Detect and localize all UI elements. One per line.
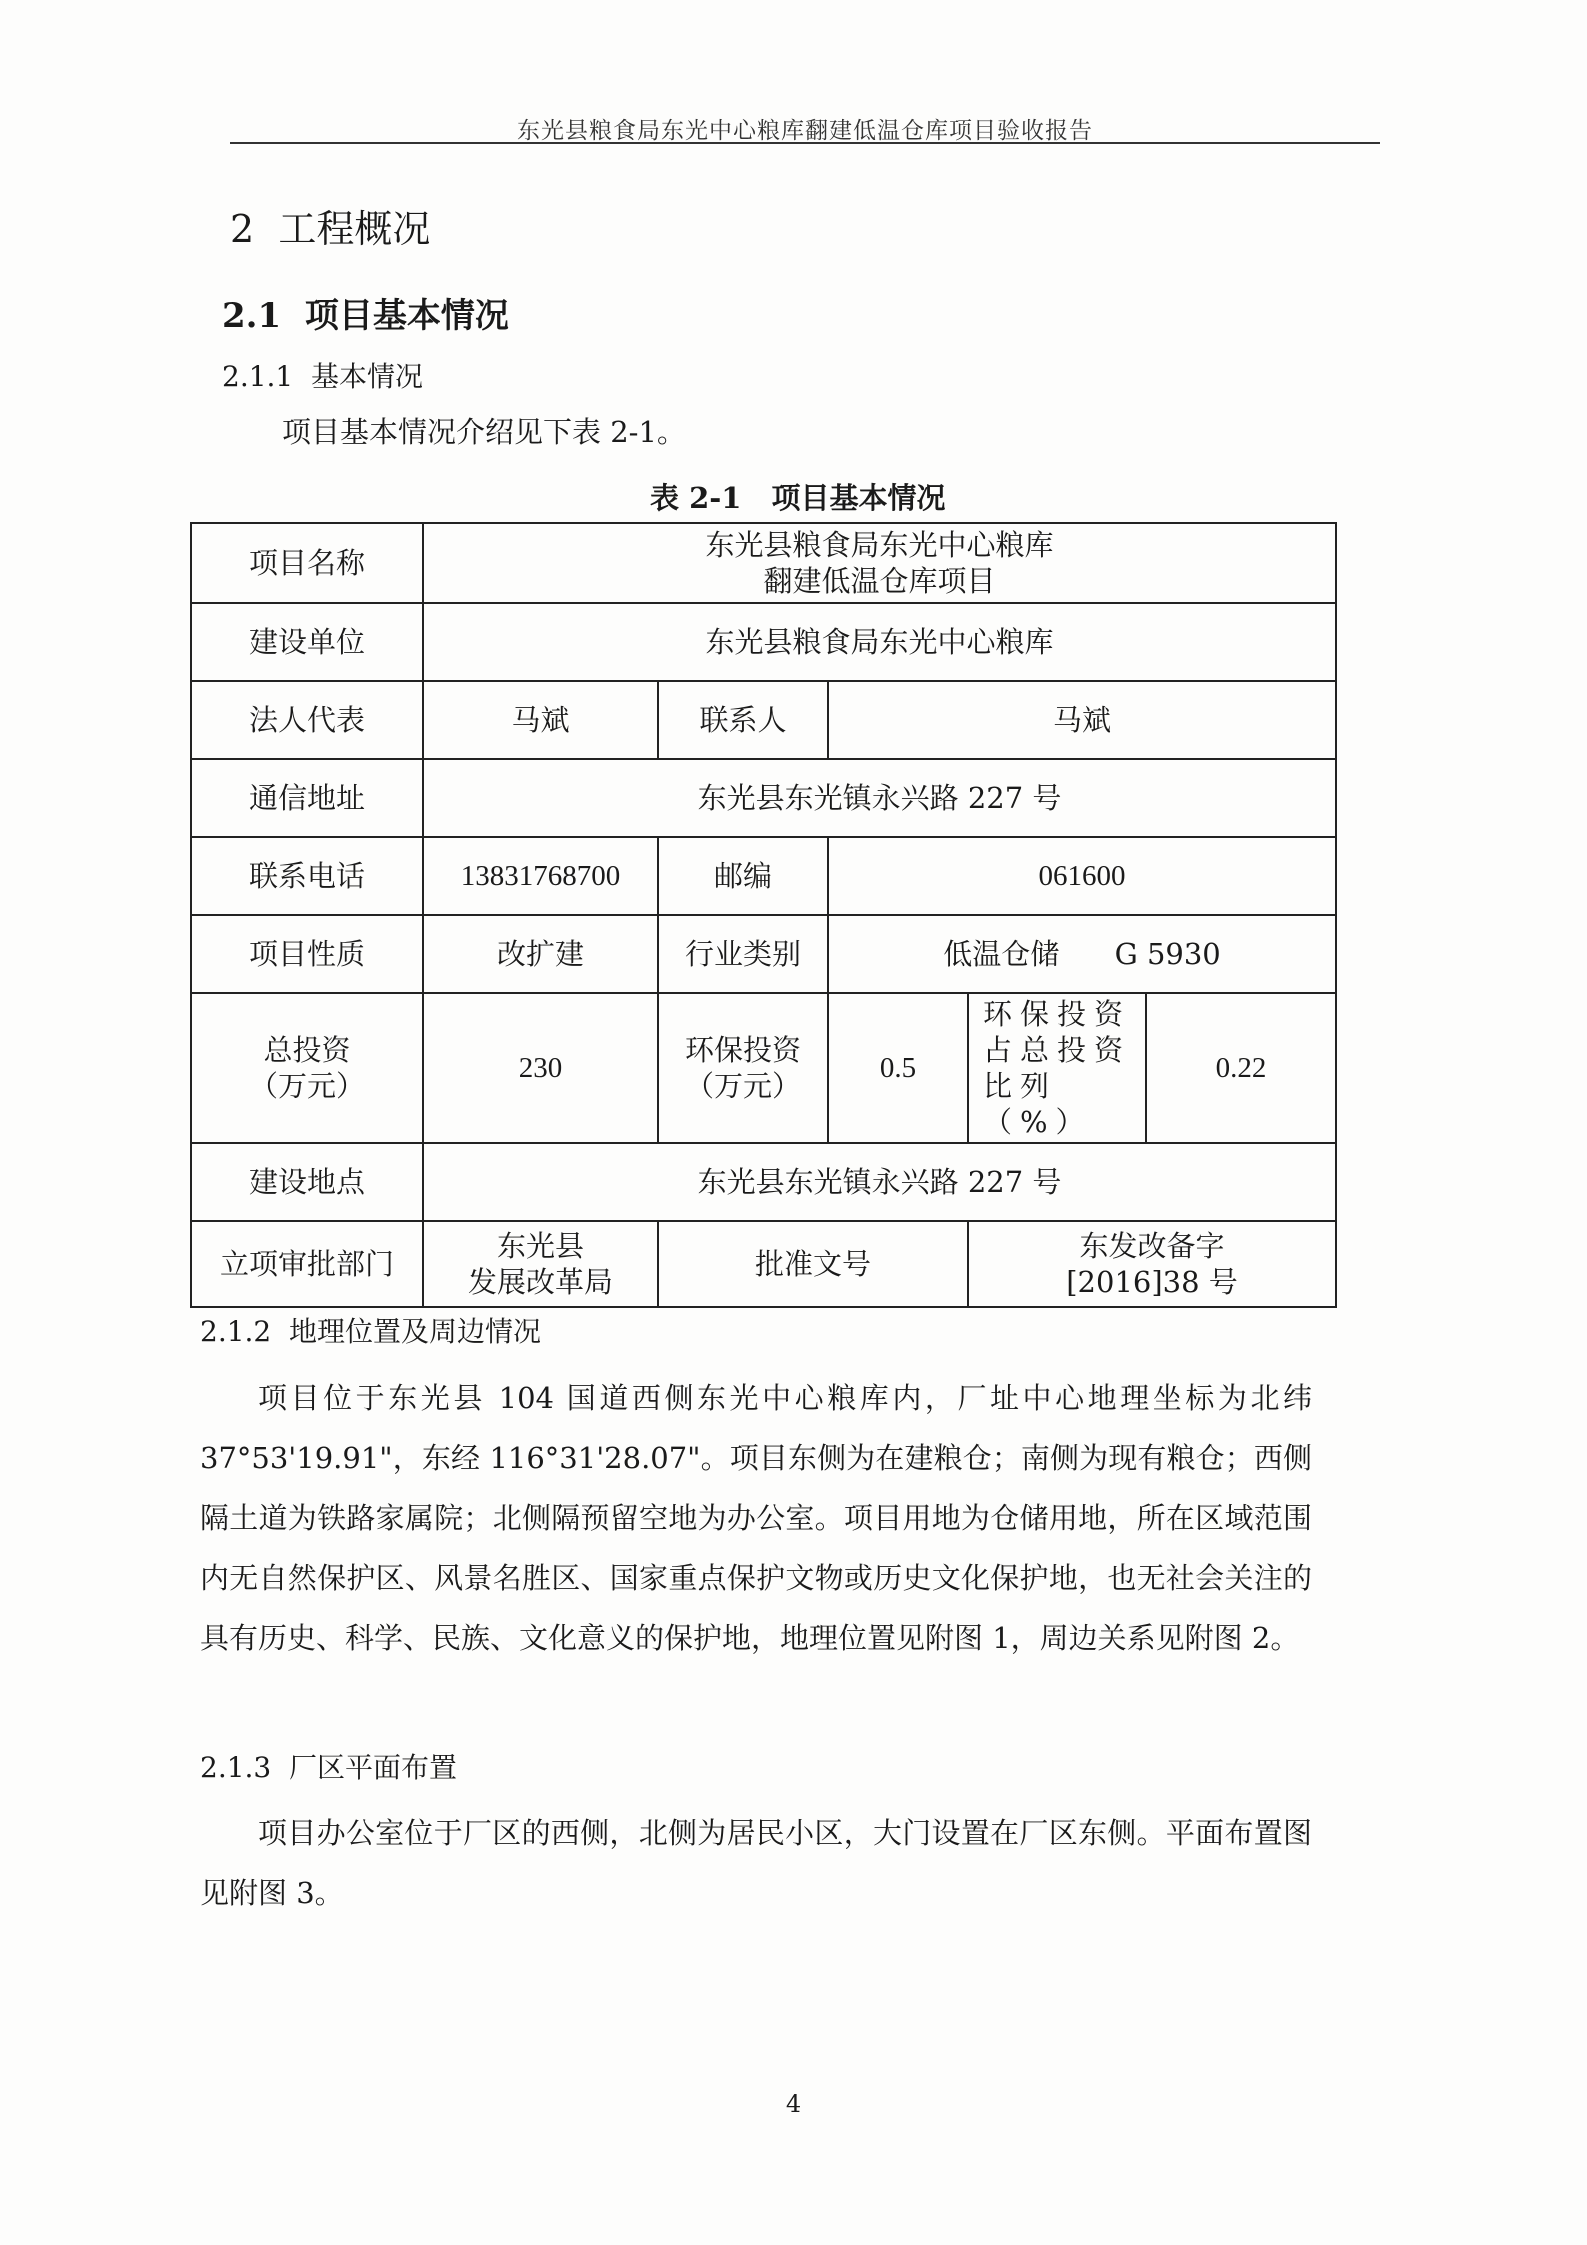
subsection-heading: 2.1 项目基本情况 — [222, 296, 509, 336]
header-rule — [230, 142, 1380, 144]
project-info-table — [190, 522, 1337, 1308]
table-row — [191, 523, 1336, 603]
intro-paragraph: 项目基本情况介绍见下表 2-1。 — [282, 415, 686, 449]
running-header: 东光县粮食局东光中心粮库翻建低温仓库项目验收报告 — [517, 118, 1093, 144]
cell-label: 建设地点 — [191, 1143, 423, 1221]
cell-label: 环保投资 占总投资 比列（%） — [968, 993, 1146, 1143]
table-row — [191, 759, 1336, 837]
table-caption — [650, 476, 976, 517]
paragraph-layout: 项目办公室位于厂区的西侧，北侧为居民小区，大门设置在厂区东侧。平面布置图见附图 3。 — [200, 1816, 1312, 1910]
table-row — [191, 681, 1336, 759]
cell-value: 东光县粮食局东光中心粮库 — [423, 603, 1336, 681]
cell-label: 项目性质 — [191, 915, 423, 993]
subsubsection-heading-211: 2.1.1 基本情况 — [222, 360, 424, 393]
cell-value: 13831768700 — [423, 837, 658, 915]
table-row — [191, 915, 1336, 993]
cell-value: 东光县 发展改革局 — [423, 1221, 658, 1307]
cell-value: 东光县粮食局东光中心粮库 翻建低温仓库项目 — [423, 523, 1336, 603]
cell-value: 东光县东光镇永兴路 227 号 — [423, 759, 1336, 837]
subsubsection-heading-212: 2.1.2 地理位置及周边情况 — [200, 1315, 542, 1348]
paragraph-location: 项目位于东光县 104 国道西侧东光中心粮库内，厂址中心地理坐标为北纬 37°53'19.91"，东经 116°31'28.07"。项目东侧为在建粮仓；南侧为现有粮仓；西侧隔土道为铁路家属院；北侧隔预留空地为办公室。项目用地为仓储用地，所在区域范围内无自然保护区、风景名胜区、国家重点保护文物或历史文化保护地，也无社会关注的具有历史、科学、民族、文化意义的保护地，地理位置见附图 1，周边关系见附图 2。 — [200, 1381, 1312, 1655]
cell-value: 马斌 — [828, 681, 1336, 759]
cell-value: 改扩建 — [423, 915, 658, 993]
cell-label: 环保投资 （万元） — [658, 993, 828, 1143]
cell-label: 行业类别 — [658, 915, 828, 993]
cell-label: 联系电话 — [191, 837, 423, 915]
table-row — [191, 837, 1336, 915]
table-row — [191, 603, 1336, 681]
cell-value: 061600 — [828, 837, 1336, 915]
subsubsection-heading-213: 2.1.3 厂区平面布置 — [200, 1751, 458, 1784]
cell-value: 230 — [423, 993, 658, 1143]
table-row — [191, 1221, 1336, 1307]
table-row — [191, 993, 1336, 1143]
cell-label: 建设单位 — [191, 603, 423, 681]
cell-label: 批准文号 — [658, 1221, 968, 1307]
cell-value: 马斌 — [423, 681, 658, 759]
cell-label: 联系人 — [658, 681, 828, 759]
table-caption-number: 表 2-1 — [650, 481, 742, 515]
page-number: 4 — [785, 2090, 802, 2118]
table-caption-title: 项目基本情况 — [771, 481, 946, 515]
section-heading: 2 工程概况 — [230, 207, 431, 251]
table-row — [191, 1143, 1336, 1221]
cell-value: 0.5 — [828, 993, 968, 1143]
cell-value: 0.22 — [1146, 993, 1336, 1143]
cell-label: 立项审批部门 — [191, 1221, 423, 1307]
cell-value: 低温仓储 G 5930 — [828, 915, 1336, 993]
cell-label: 项目名称 — [191, 523, 423, 603]
cell-label: 邮编 — [658, 837, 828, 915]
cell-label: 通信地址 — [191, 759, 423, 837]
cell-value: 东发改备字 [2016]38 号 — [968, 1221, 1336, 1307]
cell-label: 总投资 （万元） — [191, 993, 423, 1143]
cell-value: 东光县东光镇永兴路 227 号 — [423, 1143, 1336, 1221]
cell-label: 法人代表 — [191, 681, 423, 759]
